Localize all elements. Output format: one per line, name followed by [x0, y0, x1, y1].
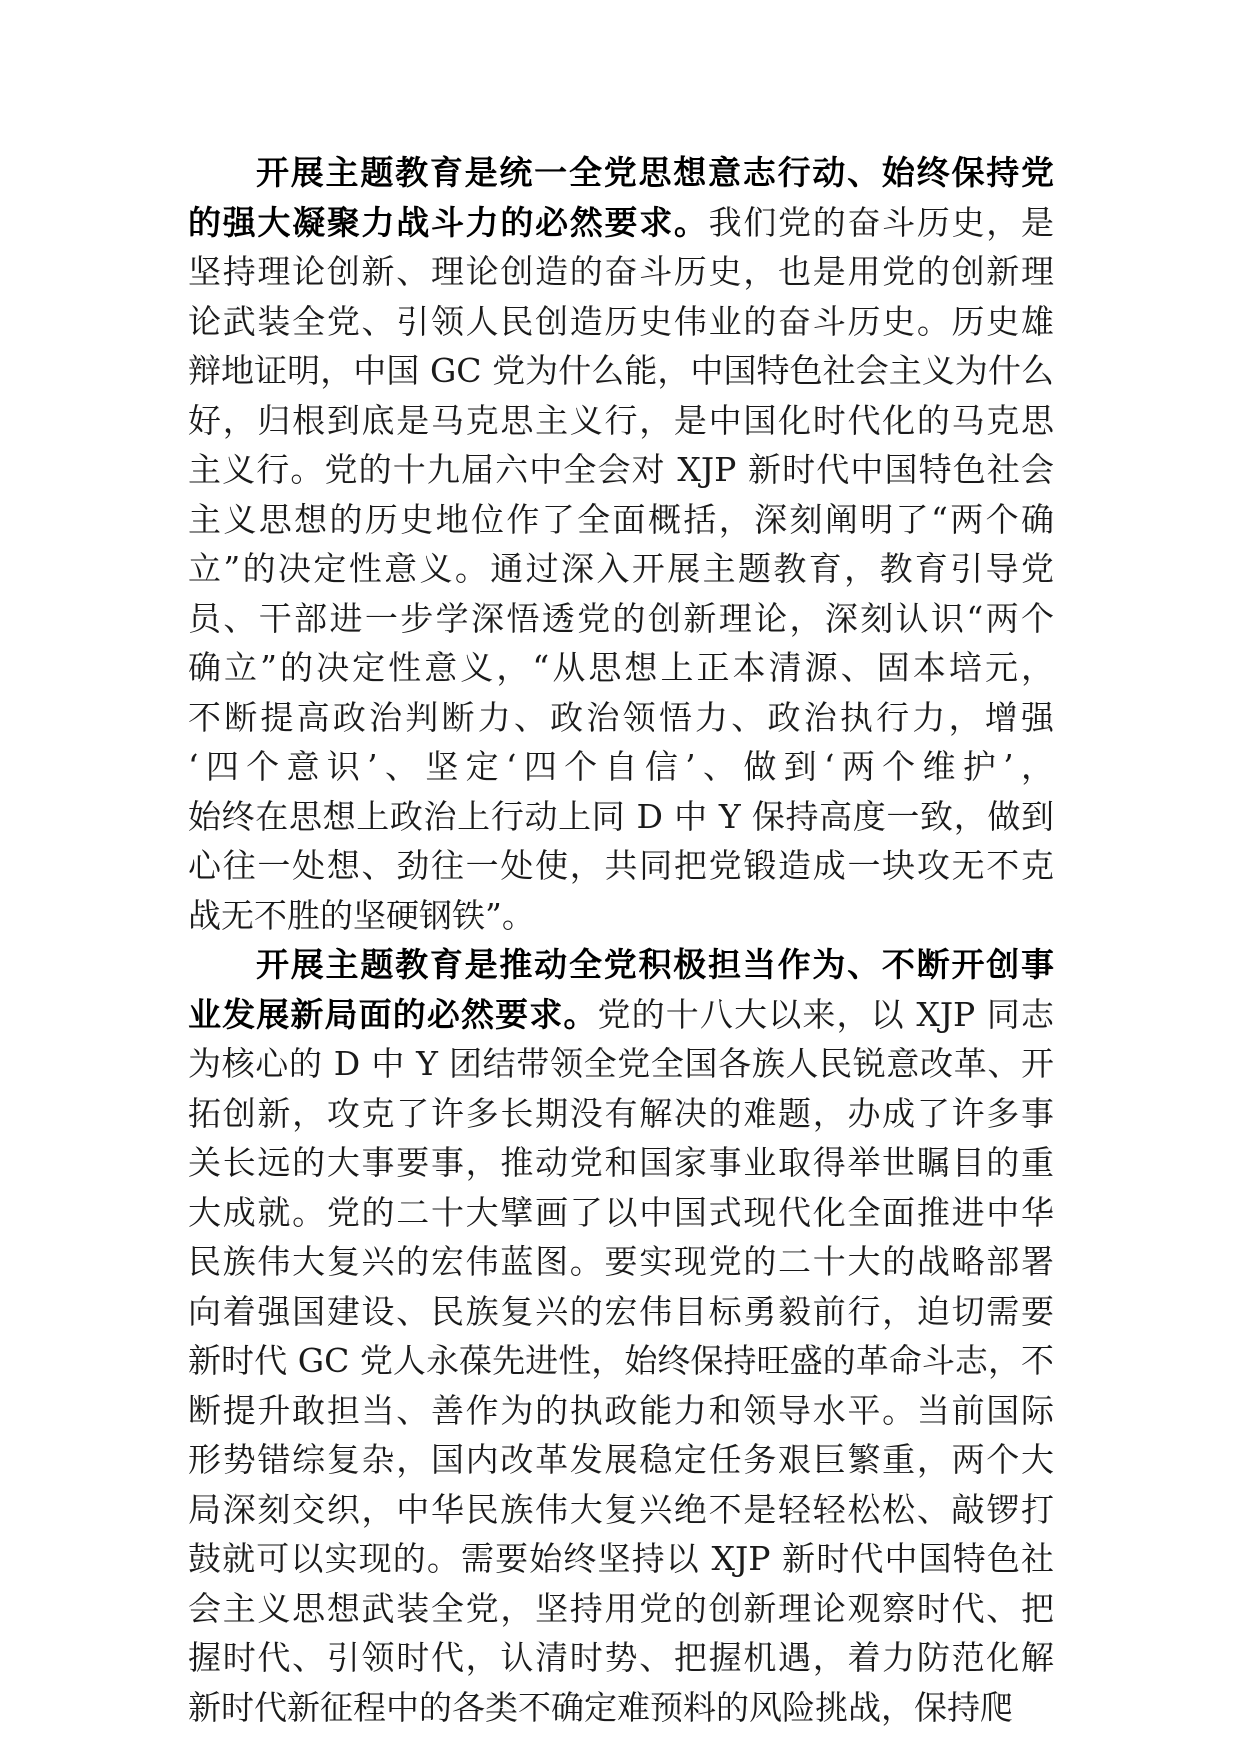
text-line: [188, 398, 1054, 443]
text-line: [188, 1289, 1054, 1334]
body-text-run: 拓创新，攻克了许多长期没有解决的难题，办成了许多事: [188, 1093, 1054, 1133]
body-text-run: 论武装全党、引领人民创造历史伟业的奋斗历史。历史雄: [188, 301, 1054, 341]
text-line: [188, 744, 1054, 789]
body-text-run: ‘四个意识’、坚定‘四个自信’、做到‘两个维护’，: [188, 747, 1054, 786]
body-text-run: 不断提高政治判断力、政治领悟力、政治执行力，增强: [188, 697, 1054, 737]
bold-lead-sentence: 的强大凝聚力战斗力的必然要求。: [188, 202, 709, 242]
body-text-run: 大成就。党的二十大擘画了以中国式现代化全面推进中华: [188, 1192, 1054, 1232]
bold-lead-sentence: 开展主题教育是推动全党积极担当作为、不断开创事: [256, 945, 1054, 984]
text-line: [188, 1091, 1054, 1136]
body-text-run: 员、干部进一步学深悟透党的创新理论，深刻认识“两个: [188, 598, 1054, 638]
text-line: [188, 497, 1054, 542]
text-line: [188, 1388, 1054, 1433]
body-text-run: 确立”的决定性意义，“从思想上正本清源、固本培元，: [188, 648, 1054, 687]
text-line: [188, 249, 1054, 294]
body-text-run: 向着强国建设、民族复兴的宏伟目标勇毅前行，迫切需要: [188, 1291, 1054, 1331]
text-line: [188, 1140, 1054, 1185]
body-text-run: 关长远的大事要事，推动党和国家事业取得举世瞩目的重: [188, 1143, 1054, 1182]
text-line: [188, 1685, 1054, 1730]
body-text-run: 握时代、引领时代，认清时势、把握机遇，着力防范化解: [188, 1638, 1054, 1677]
body-text-run: 我们党的奋斗历史，是: [708, 202, 1055, 242]
body-text-run: 坚持理论创新、理论创造的奋斗历史，也是用党的创新理: [188, 252, 1054, 291]
bold-lead-sentence: 开展主题教育是统一全党思想意志行动、始终保持党: [256, 153, 1054, 192]
body-text-run: 党的十八大以来，以 XJP 同志: [597, 994, 1054, 1034]
body-text-run: 局深刻交织，中华民族伟大复兴绝不是轻轻松松、敲锣打: [188, 1489, 1054, 1529]
text-line: [188, 1635, 1054, 1680]
body-text-run: 新时代新征程中的各类不确定难预料的风险挑战，保持爬: [188, 1687, 1013, 1727]
text-line: [188, 1338, 1054, 1383]
body-text-run: 民族伟大复兴的宏伟蓝图。要实现党的二十大的战略部署: [188, 1242, 1054, 1281]
body-text-run: 断提升敢担当、善作为的执政能力和领导水平。当前国际: [188, 1390, 1054, 1430]
text-line: [188, 1239, 1054, 1284]
text-line: [188, 893, 1054, 938]
text-line: [188, 1586, 1054, 1631]
bold-lead-sentence: 业发展新局面的必然要求。: [188, 994, 598, 1034]
body-text-run: 辩地证明，中国 GC 党为什么能，中国特色社会主义为什么: [188, 351, 1054, 390]
text-line: [188, 1190, 1054, 1235]
text-line: [188, 794, 1054, 839]
body-text-run: 主义行。党的十九届六中全会对 XJP 新时代中国特色社会: [188, 450, 1054, 489]
text-line: [188, 1437, 1054, 1482]
body-text-run: 主义思想的历史地位作了全面概括，深刻阐明了“两个确: [188, 499, 1054, 539]
text-line: [188, 348, 1054, 393]
text-line: [188, 299, 1054, 344]
text-line: [188, 695, 1054, 740]
body-text-run: 新时代 GC 党人永葆先进性，始终保持旺盛的革命斗志，不: [188, 1341, 1054, 1380]
text-line: [188, 150, 1054, 195]
body-text-run: 立”的决定性意义。通过深入开展主题教育，教育引导党: [188, 549, 1054, 588]
body-text-run: 为核心的 D 中 Y 团结带领全党全国各族人民锐意改革、开: [188, 1044, 1054, 1083]
text-line: [188, 843, 1054, 888]
body-text-run: 会主义思想武装全党，坚持用党的创新理论观察时代、把: [188, 1588, 1054, 1628]
text-line: [188, 1041, 1054, 1086]
body-text-run: 形势错综复杂，国内改革发展稳定任务艰巨繁重，两个大: [188, 1440, 1054, 1479]
text-line: [188, 942, 1054, 987]
text-line: [188, 1536, 1054, 1581]
body-text-run: 始终在思想上政治上行动上同 D 中 Y 保持高度一致，做到: [188, 796, 1054, 836]
text-line: [188, 546, 1054, 591]
body-text-run: 心往一处想、劲往一处使，共同把党锻造成一块攻无不克: [188, 846, 1054, 885]
text-line: [188, 596, 1054, 641]
text-line: [188, 447, 1054, 492]
text-line: [188, 992, 1054, 1037]
text-line: [188, 200, 1054, 245]
body-text-run: 战无不胜的坚硬钢铁”。: [188, 895, 535, 935]
body-text-run: 鼓就可以实现的。需要始终坚持以 XJP 新时代中国特色社: [188, 1539, 1054, 1578]
text-line: [188, 645, 1054, 690]
text-line: [188, 1487, 1054, 1532]
body-text-run: 好，归根到底是马克思主义行，是中国化时代化的马克思: [188, 400, 1054, 440]
